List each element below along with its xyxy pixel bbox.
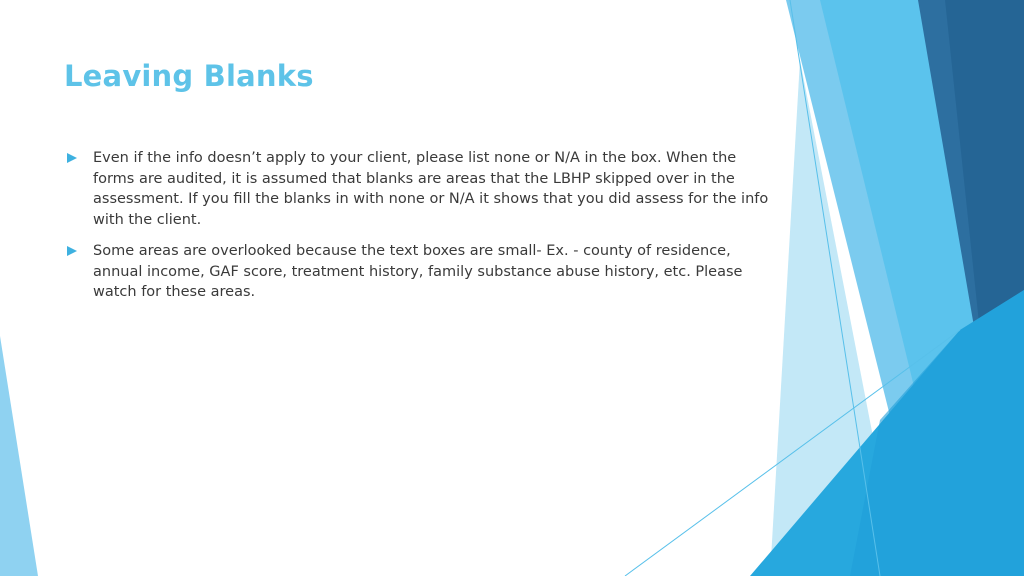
slide-title: Leaving Blanks xyxy=(64,59,314,93)
bullet-list xyxy=(64,148,774,313)
left-edge-shape xyxy=(0,336,38,576)
bullet-text: Even if the info doesn’t apply to your client, please list none or N/A in the box. When the forms are audited, it is assumed that blanks are areas that the LBHP skipped over in the assessment. If you fill the blanks in with none or N/A it shows that you did assess for the info with the client. xyxy=(93,150,769,229)
bullet-item xyxy=(64,241,774,303)
bullet-text: Some areas are overlooked because the text boxes are small- Ex. - county of residence, annual income, GAF score, treatment history, family substance abuse history, etc. Please watch for these areas. xyxy=(93,242,743,301)
triangle-bullet-icon xyxy=(67,153,77,163)
triangle-bullet-icon xyxy=(67,246,77,256)
bullet-item xyxy=(64,148,774,231)
